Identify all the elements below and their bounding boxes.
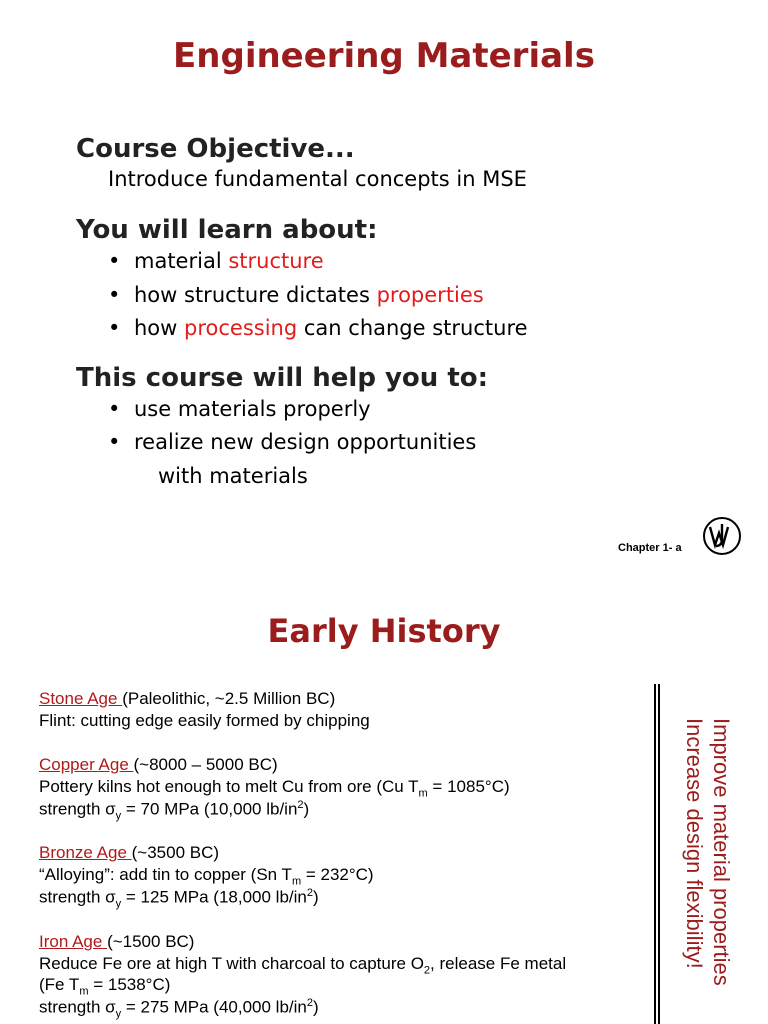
divider-bar <box>658 684 660 1024</box>
bullet: • <box>108 283 121 307</box>
bronze-age-line: Bronze Age (~3500 BC) <box>39 843 220 862</box>
iron-age-strength: strength $\sigma_y = 275$ MPa (40,000 $lb/in^2$) <box>39 997 319 1021</box>
chapter-label: Chapter 1- a <box>618 542 682 554</box>
learn-heading: You will learn about: <box>76 215 378 245</box>
highlight-text: structure <box>228 249 324 273</box>
iron-age-link[interactable]: Iron Age <box>39 932 108 951</box>
publisher-logo-icon <box>703 517 741 555</box>
copper-age-line: Copper Age (~8000 – 5000 BC) <box>39 755 278 774</box>
iron-age-line: Iron Age (~1500 BC) <box>39 932 195 951</box>
help-item: • use materials properly <box>108 397 371 421</box>
side-text-improve: Improve material properties <box>709 718 734 986</box>
bullet: • <box>108 397 121 421</box>
bronze-age-desc: “Alloying”: add tin to copper (Sn $T_m = 232^\circ C$) <box>39 865 374 888</box>
divider-bar <box>654 684 656 1024</box>
copper-age-link[interactable]: Copper Age <box>39 755 134 774</box>
bronze-age-link[interactable]: Bronze Age <box>39 843 132 862</box>
learn-item: • how processing can change structure <box>108 316 528 340</box>
iron-age-desc-2: (Fe $T_m = 1538^\circ C$) <box>39 975 171 998</box>
highlight-text: processing <box>184 316 298 340</box>
bullet: • <box>108 430 121 454</box>
help-item: • realize new design opportunities <box>108 430 477 454</box>
copper-age-strength: strength $\sigma_y = 70$ MPa (10,000 $lb/in^2$) <box>39 799 310 823</box>
highlight-text: properties <box>376 283 484 307</box>
bullet: • <box>108 249 121 273</box>
stone-age-link[interactable]: Stone Age <box>39 689 123 708</box>
side-text-increase: Increase design flexibility! <box>682 718 707 969</box>
help-heading: This course will help you to: <box>76 363 489 393</box>
slide1-title: Engineering Materials <box>173 36 595 76</box>
copper-age-desc: Pottery kilns hot enough to melt Cu from ore (Cu $T_m = 1085^\circ C$) <box>39 777 510 800</box>
objective-text: Introduce fundamental concepts in MSE <box>108 167 527 191</box>
objective-heading: Course Objective... <box>76 134 355 164</box>
stone-age-desc: Flint: cutting edge easily formed by chipping <box>39 711 370 730</box>
bullet: • <box>108 316 121 340</box>
iron-age-desc: Reduce Fe ore at high T with charcoal to capture $O_2$, release Fe metal <box>39 954 567 977</box>
bronze-age-strength: strength $\sigma_y = 125$ MPa (18,000 $lb/in^2$) <box>39 887 319 911</box>
slide2-title: Early History <box>267 612 501 650</box>
stone-age-line: Stone Age (Paleolithic, ~2.5 Million BC) <box>39 689 336 708</box>
learn-item: • how structure dictates properties <box>108 283 484 307</box>
help-continuation: with materials <box>158 464 308 488</box>
learn-item: • material structure <box>108 249 324 273</box>
side-annotation <box>675 718 735 1024</box>
